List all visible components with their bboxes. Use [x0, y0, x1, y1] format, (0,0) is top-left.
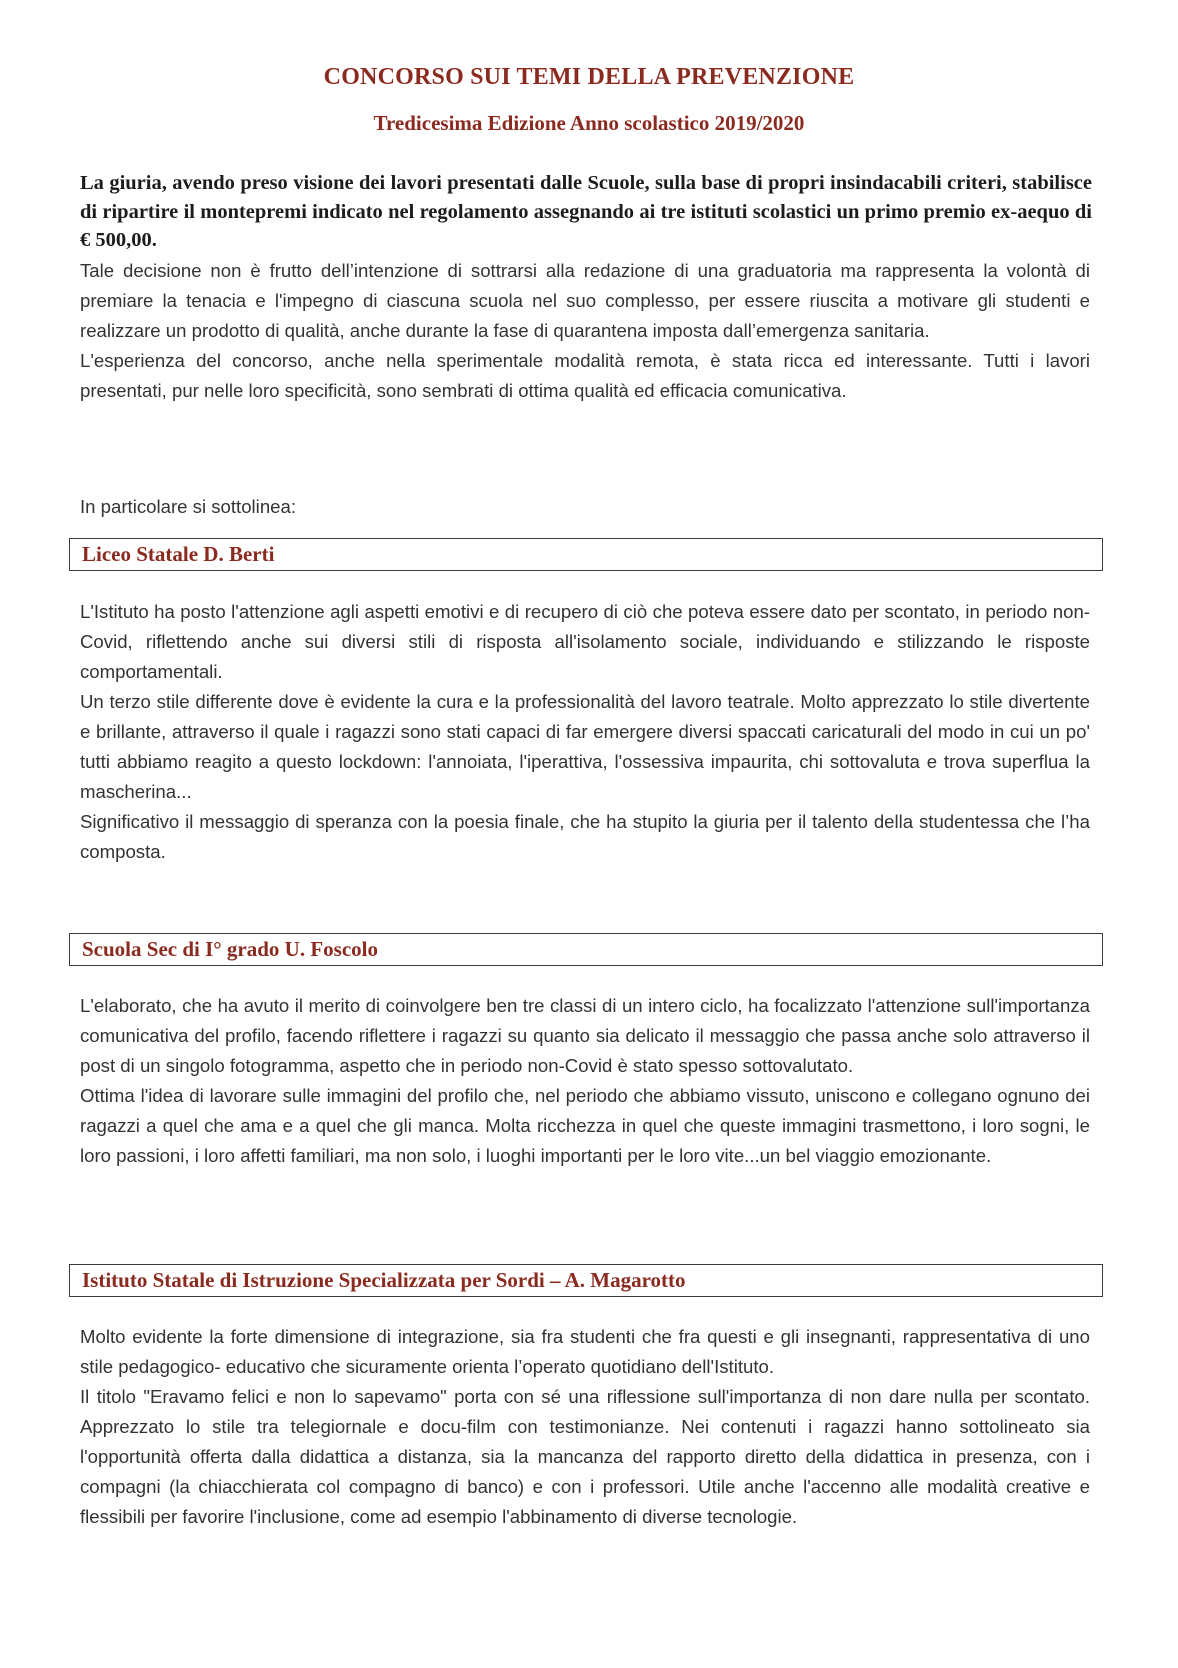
section-heading-box	[69, 1264, 1103, 1297]
section-paragraph: Significativo il messaggio di speranza con la poesia finale, che ha stupito la giuria per il talento della studentessa che l’ha composta.	[80, 811, 1090, 862]
section-heading-box	[69, 538, 1103, 571]
section-paragraph: Ottima l'idea di lavorare sulle immagini del profilo che, nel periodo che abbiamo vissuto, uniscono e collegano ognuno dei ragazzi a quel che ama e a quel che gli manca. Molta ricchezza in quel che queste immagini trasmettono, i loro sogni, le loro passioni, i loro affetti familiari, ma non solo, i luoghi importanti per le loro vite...un bel viaggio emozionante.	[80, 1085, 1090, 1166]
document-title: CONCORSO SUI TEMI DELLA PREVENZIONE	[323, 64, 855, 90]
intro-paragraph: L'esperienza del concorso, anche nella sperimentale modalità remota, è stata ricca ed interessante. Tutti i lavori presentati, pur nelle loro specificità, sono sembrati di ottima qualità ed efficacia comunicativa.	[80, 350, 1090, 401]
section-body	[80, 597, 1090, 867]
section-paragraph: Molto evidente la forte dimensione di integrazione, sia fra studenti che fra questi e gli insegnanti, rappresentativa di uno stile pedagogico- educativo che sicuramente orienta l’operato quotidiano dell'Istituto.	[80, 1326, 1090, 1377]
section-heading-box	[69, 933, 1103, 966]
section-paragraph: L'elaborato, che ha avuto il merito di coinvolgere ben tre classi di un intero ciclo, ha focalizzato l'attenzione sull'importanza comunicativa del profilo, facendo riflettere i ragazzi su quanto sia delicato il messaggio che passa anche solo attraverso il post di un singolo fotogramma, aspetto che in periodo non-Covid è stato spesso sottovalutato.	[80, 995, 1090, 1076]
document-subtitle: Tredicesima Edizione Anno scolastico 2019/2020	[373, 111, 805, 135]
section-paragraph: Un terzo stile differente dove è evidente la cura e la professionalità del lavoro teatrale. Molto apprezzato lo stile divertente e brillante, attraverso il quale i ragazzi sono stati capaci di far emergere diversi spaccati caricaturali del modo in cui un po' tutti abbiamo reagito a questo lockdown: l'annoiata, l'iperattiva, l'ossessiva impaurita, chi sottovaluta e trova superflua la mascherina...	[80, 691, 1090, 802]
intro-paragraph: Tale decisione non è frutto dell’intenzione di sottrarsi alla redazione di una graduatoria ma rappresenta la volontà di premiare la tenacia e l'impegno di ciascuna scuola nel suo complesso, per essere riuscita a motivare gli studenti e realizzare un prodotto di qualità, anche durante la fase di quarantena imposta dall’emergenza sanitaria.	[80, 260, 1090, 341]
section-heading: Istituto Statale di Istruzione Specializzata per Sordi – A. Magarotto	[82, 1268, 686, 1292]
section-body	[80, 991, 1090, 1171]
section-body	[80, 1322, 1090, 1532]
intro-bold-statement: La giuria, avendo preso visione dei lavori presentati dalle Scuole, sulla base di propri insindacabili criteri, stabilisce di ripartire il montepremi indicato nel regolamento assegnando ai tre istituti scolastici un primo premio ex-aequo di € 500,00.	[80, 172, 1092, 251]
section-paragraph: L'Istituto ha posto l'attenzione agli aspetti emotivi e di recupero di ciò che poteva essere dato per scontato, in periodo non-Covid, riflettendo anche sui diversi stili di risposta all'isolamento sociale, individuando e stilizzando le risposte comportamentali.	[80, 601, 1090, 682]
intro-body	[80, 256, 1090, 406]
section-paragraph: Il titolo "Eravamo felici e non lo sapevamo" porta con sé una riflessione sull'importanza di non dare nulla per scontato. Apprezzato lo stile tra telegiornale e docu-film con testimonianze. Nei contenuti i ragazzi hanno sottolineato sia l'opportunità offerta dalla didattica a distanza, sia la mancanza del rapporto diretto della didattica in presenza, con i compagni (la chiacchierata col compagno di banco) e con i professori. Utile anche l'accenno alle modalità creative e flessibili per favorire l'inclusione, come ad esempio l'abbinamento di diverse tecnologie.	[80, 1386, 1090, 1527]
section-heading: Scuola Sec di I° grado U. Foscolo	[82, 937, 378, 961]
section-heading: Liceo Statale D. Berti	[82, 542, 275, 566]
intro-lead-in: In particolare si sottolinea:	[80, 496, 297, 517]
